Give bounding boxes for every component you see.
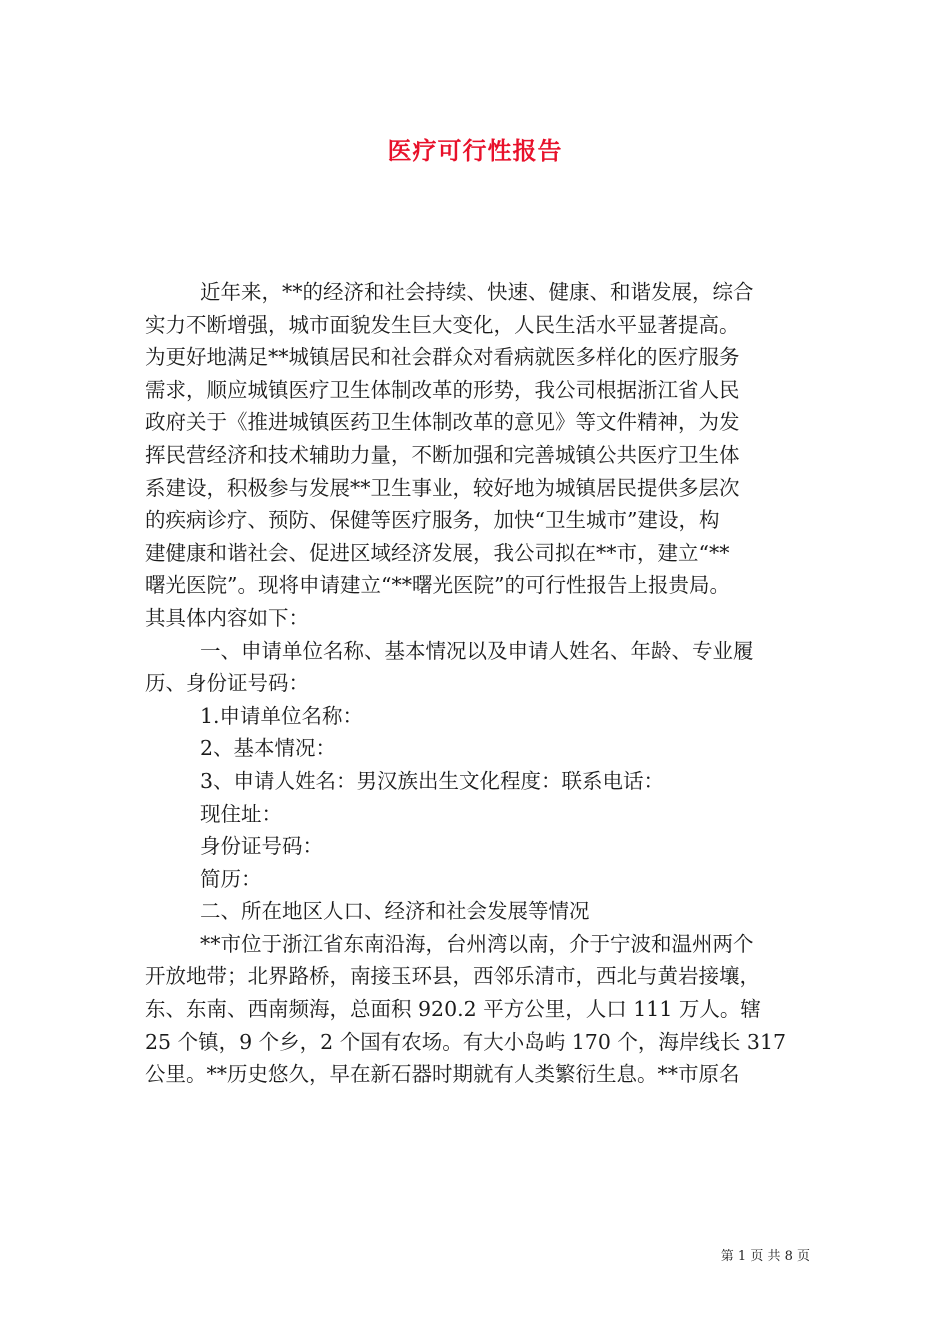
document-body [145, 276, 810, 1091]
paragraph-line: 曙光医院”。现将申请建立“**曙光医院”的可行性报告上报贵局。 [145, 573, 730, 598]
page-number: 第 1 页 共 8 页 [720, 1249, 810, 1264]
paragraph-line: 公里。**历史悠久，早在新石器时期就有人类繁衍生息。**市原名 [145, 1062, 740, 1087]
section-heading-line: 一、申请单位名称、基本情况以及申请人姓名、年龄、专业履 [200, 638, 754, 663]
paragraph-line: 系建设，积极参与发展**卫生事业，较好地为城镇居民提供多层次 [145, 475, 740, 500]
paragraph-line: 其具体内容如下： [145, 605, 309, 630]
paragraph-line: 建健康和谐社会、促进区域经济发展，我公司拟在**市，建立“** [145, 540, 730, 565]
form-field-line: 3、申请人姓名：男汉族出生文化程度：联系电话： [200, 768, 665, 793]
paragraph-line: 需求，顺应城镇医疗卫生体制改革的形势，我公司根据浙江省人民 [145, 377, 740, 402]
paragraph-line: 挥民营经济和技术辅助力量，不断加强和完善城镇公共医疗卫生体 [145, 442, 740, 467]
paragraph-line: 开放地带；北界路桥，南接玉环县，西邻乐清市，西北与黄岩接壤， [145, 964, 760, 989]
paragraph-line: 政府关于《推进城镇医药卫生体制改革的意见》等文件精神，为发 [145, 410, 740, 435]
form-field-line: 身份证号码： [200, 834, 323, 859]
section-heading-line: 二、所在地区人口、经济和社会发展等情况 [200, 899, 590, 924]
paragraph-line: 为更好地满足**城镇居民和社会群众对看病就医多样化的医疗服务 [145, 345, 740, 370]
paragraph-line: 近年来，**的经济和社会持续、快速、健康、和谐发展，综合 [200, 280, 754, 304]
paragraph-line: 东、东南、西南频海，总面积 920.2 平方公里，人口 111 万人。辖 [145, 997, 761, 1022]
section-heading-line: 历、身份证号码： [145, 671, 309, 696]
paragraph-line: 实力不断增强，城市面貌发生巨大变化，人民生活水平显著提高。 [145, 312, 740, 337]
paragraph-line: 的疾病诊疗、预防、保健等医疗服务，加快“卫生城市”建设，构 [145, 508, 720, 533]
form-field-line: 2、基本情况： [200, 736, 337, 761]
document-title: 医疗可行性报告 [387, 136, 563, 165]
form-field-line: 1.申请单位名称： [200, 703, 364, 728]
paragraph-line: **市位于浙江省东南沿海，台州湾以南，介于宁波和温州两个 [200, 931, 754, 956]
form-field-line: 现住址： [200, 801, 282, 826]
paragraph-line: 25 个镇，9 个乡，2 个国有农场。有大小岛屿 170 个，海岸线长 317 [145, 1029, 787, 1054]
form-field-line: 简历： [200, 866, 262, 891]
